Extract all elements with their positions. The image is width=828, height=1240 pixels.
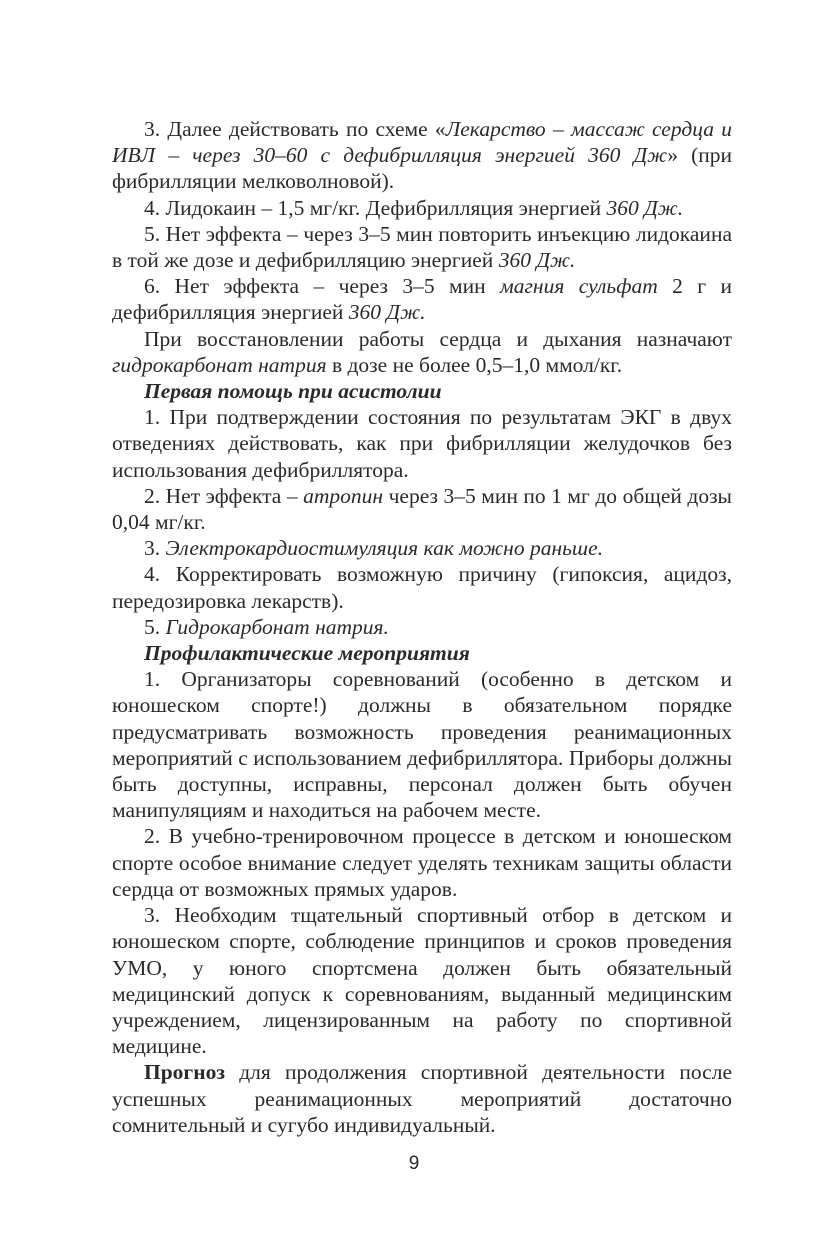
paragraph-asystole-4: 4. Корректировать возможную причину (гипоксия, ацидоз, передозировка лекарств). [112,562,732,613]
paragraph-asystole-3: 3. Электрокардиостимуляция как можно раньше. [144,536,604,561]
paragraph-prevention-3: 3. Необходим тщательный спортивный отбор в детском и юношеском спорте, соблюдение принципов и сроков проведения УМО, у юного спортсмена должен быть обязательный медицинский допуск к соревнованиям, выданный медицинским учреждением, лицензированным на работу по спортивной медицине. [112,903,732,1059]
heading-prevention: Профилактические мероприятия [144,641,470,666]
page-number: 9 [408,1153,420,1174]
paragraph-asystole-1: 1. При подтверждении состояния по результатам ЭКГ в двух отведениях действовать, как при фибрилляции желудочков без использования дефибриллятора. [112,405,732,482]
heading-asystole: Первая помощь при асистолии [144,379,442,404]
paragraph-step-5: 5. Нет эффекта – через 3–5 мин повторить инъекцию лидокаина в той же дозе и дефибрилляцию энергией 360 Дж. [112,221,732,273]
paragraph-prevention-1: 1. Организаторы соревнований (особенно в детском и юношеском спорте!) должны в обязательном порядке предусматривать возможность проведения реанимационных мероприятий с использованием дефибриллятора. Приборы должны быть доступны, исправны, персонал должен быть обучен манипуляциям и находиться на рабочем месте. [112,667,732,823]
paragraph-step-3: 3. Далее действовать по схеме «Лекарство – массаж сердца и ИВЛ – через 30–60 с дефибрилляция энергией 360 Дж» (при фибрилляции мелковолновой). [112,117,733,194]
paragraph-asystole-5: 5. Гидрокарбонат натрия. [144,614,389,639]
body-text [112,116,732,1138]
paragraph-step-6: 6. Нет эффекта – через 3–5 мин магния сульфат 2 г и дефибрилляция энергией 360 Дж. [112,274,732,325]
paragraph-recovery: При восстановлении работы сердца и дыхания назначают гидрокарбонат натрия в дозе не более 0,5–1,0 ммол/кг. [112,326,732,377]
paragraph-step-4: 4. Лидокаин – 1,5 мг/кг. Дефибрилляция энергией 360 Дж. [144,195,684,220]
paragraph-prognosis: Прогноз для продолжения спортивной деятельности после успешных реанимационных мероприятий достаточно сомнительный и сугубо индивидуальный. [112,1060,732,1137]
paragraph-prevention-2: 2. В учебно-тренировочном процессе в детском и юношеском спорте особое внимание следует уделять техникам защиты области сердца от возможных прямых ударов. [112,824,732,901]
paragraph-asystole-2: 2. Нет эффекта – атропин через 3–5 мин по 1 мг до общей дозы 0,04 мг/кг. [112,483,733,535]
